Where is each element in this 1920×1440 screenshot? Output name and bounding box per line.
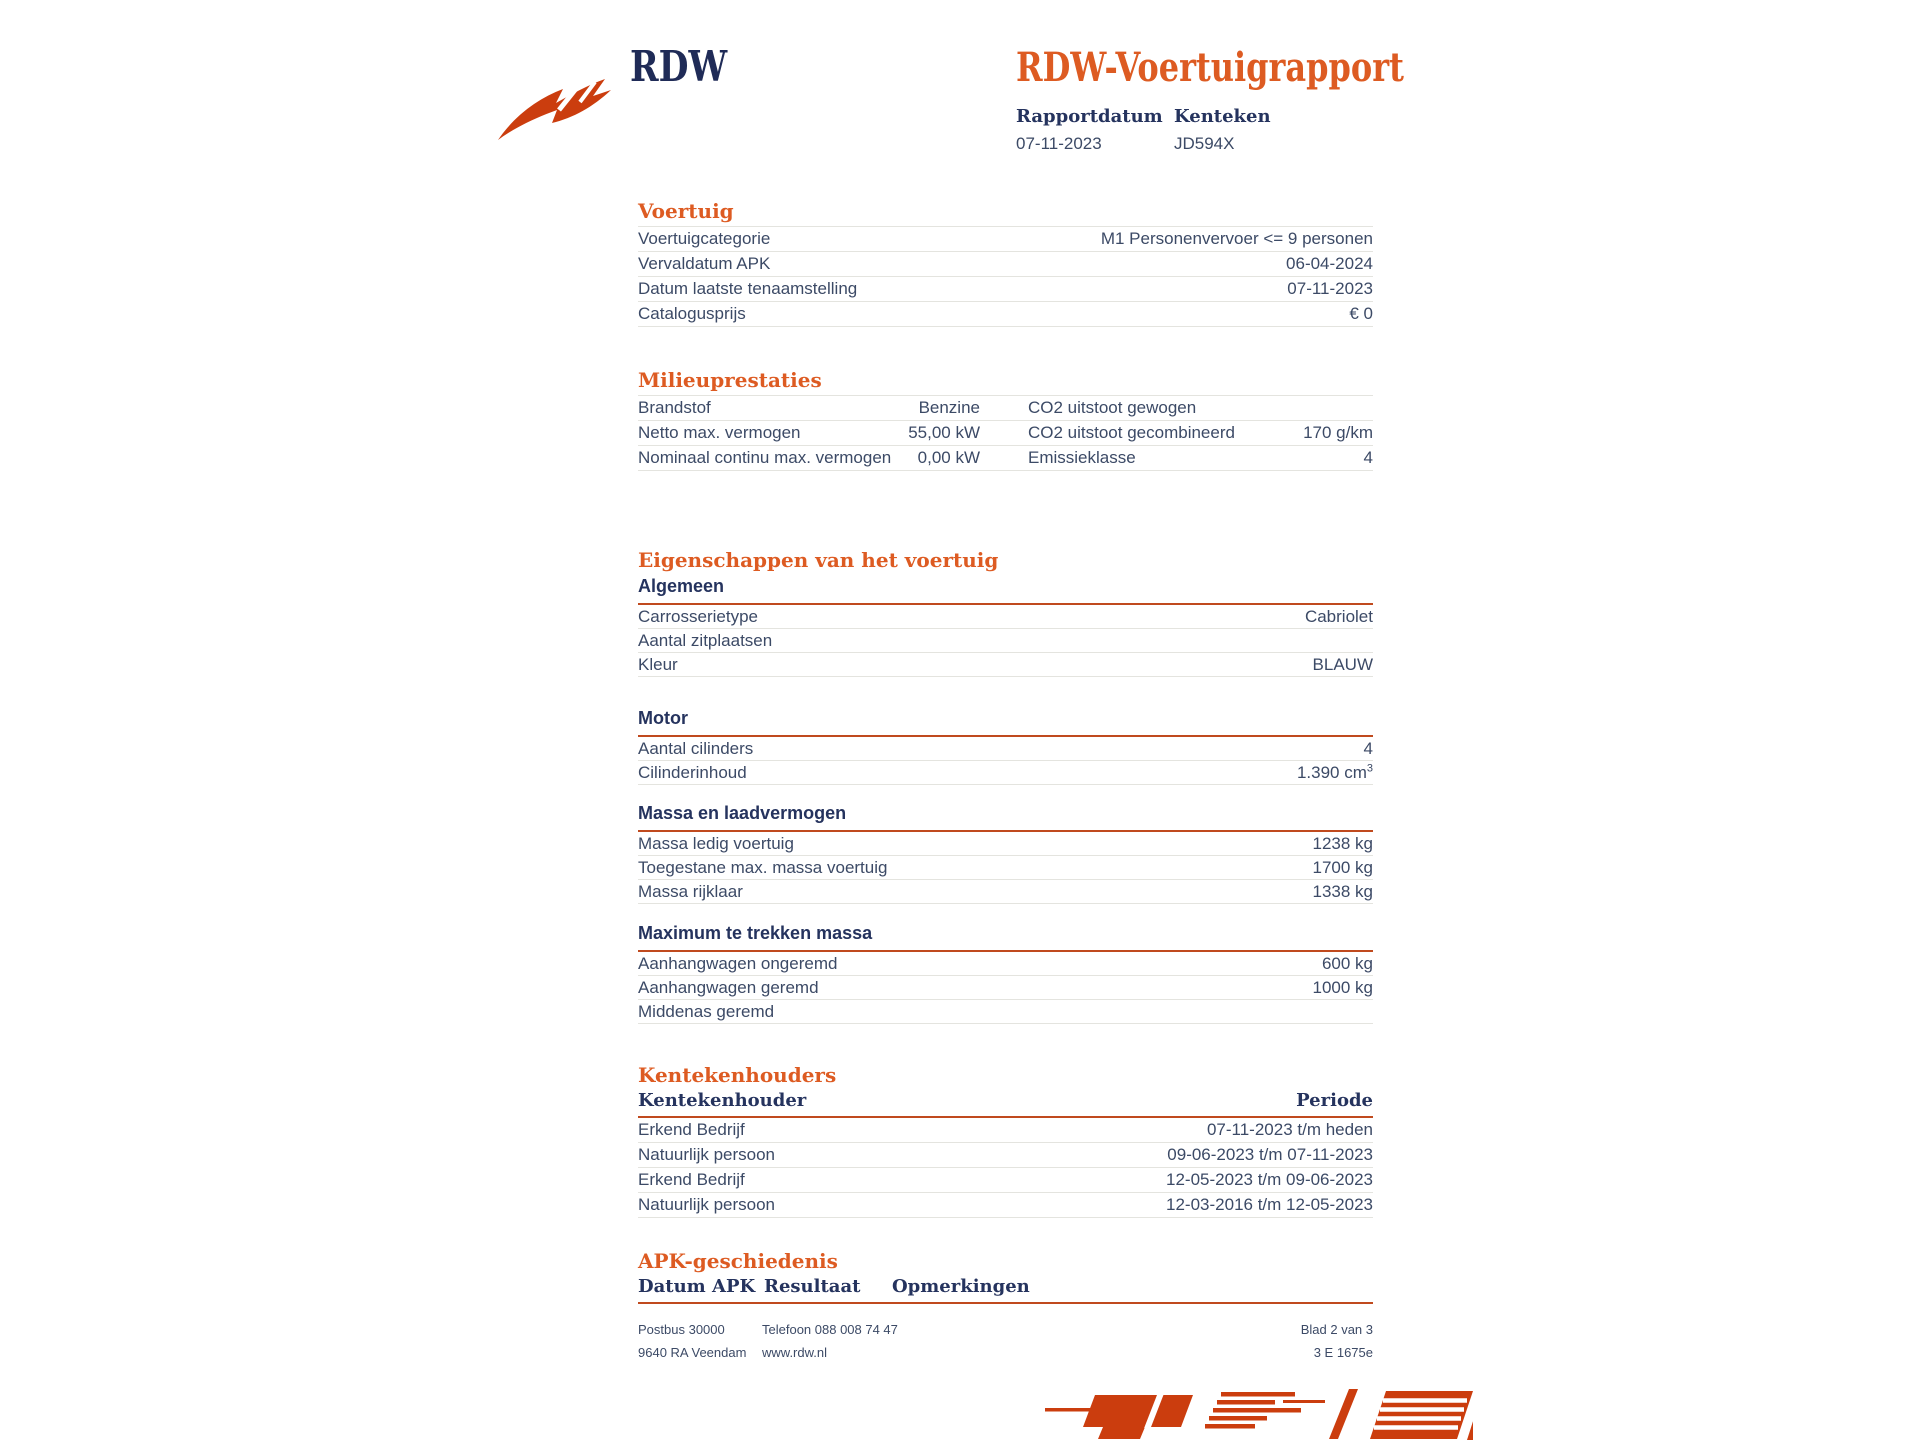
field-value: M1 Personenvervoer <= 9 personen [1100, 229, 1373, 248]
table-row [638, 761, 1373, 785]
table-row [638, 1000, 1373, 1024]
column-header-holder: Kentekenhouder [638, 1090, 807, 1111]
section-heading: Eigenschappen van het voertuig [638, 548, 999, 572]
field-value: 4 [1363, 738, 1373, 758]
table-row [638, 629, 1373, 653]
table-row [638, 1168, 1373, 1193]
field-label: Aantal zitplaatsen [638, 630, 773, 650]
voertuig-table [638, 226, 1373, 327]
speed-lines-graphic [1043, 1387, 1473, 1440]
rdw-logo-text: RDW [630, 42, 728, 91]
subsection-algemeen [638, 575, 1373, 677]
table-cell [1028, 398, 1373, 418]
field-label: Kleur [638, 654, 678, 674]
report-date-label: Rapportdatum [1016, 106, 1163, 127]
table-row [638, 302, 1373, 327]
footer-phone: Telefoon 088 008 74 47 [762, 1322, 898, 1337]
section-heading: APK-geschiedenis [638, 1249, 838, 1273]
table-row [638, 1193, 1373, 1218]
field-label: Vervaldatum APK [638, 254, 771, 273]
title-block [1016, 44, 1501, 91]
table-row [638, 446, 1373, 471]
field-label: Voertuigcategorie [638, 229, 771, 248]
subsection-motor [638, 707, 1373, 785]
field-label: Aanhangwagen ongeremd [638, 953, 838, 973]
page-footer [638, 1318, 1373, 1364]
license-plate-label: Kenteken [1174, 106, 1271, 127]
kentekenhouders-header [638, 1090, 1373, 1118]
field-value: 1000 kg [1312, 977, 1373, 997]
field-label: Carrosserietype [638, 606, 758, 626]
period-value: 07-11-2023 t/m heden [1206, 1120, 1373, 1139]
license-plate-value: JD594X [1174, 134, 1235, 153]
footer-page-indicator: Blad 2 van 3 [1300, 1322, 1373, 1337]
table-row [638, 832, 1373, 856]
field-label: Catalogusprijs [638, 304, 746, 323]
field-value: 07-11-2023 [1287, 279, 1373, 298]
footer-website: www.rdw.nl [762, 1345, 828, 1360]
report-date-value: 07-11-2023 [1016, 134, 1102, 153]
table-cell [638, 448, 980, 468]
table-row [638, 1143, 1373, 1168]
field-value: 1338 kg [1312, 881, 1373, 901]
table-cell [1028, 448, 1373, 468]
subsection-massa [638, 802, 1373, 904]
table-row [638, 952, 1373, 976]
section-eigenschappen [638, 549, 1373, 677]
holder-value: Natuurlijk persoon [638, 1195, 776, 1214]
algemeen-table [638, 605, 1373, 677]
column-header-period: Periode [1296, 1090, 1373, 1111]
section-kentekenhouders [638, 1064, 1373, 1218]
field-label: Middenas geremd [638, 1001, 775, 1021]
section-heading: Milieuprestaties [638, 368, 822, 392]
footer-address-line1: Postbus 30000 [638, 1322, 725, 1337]
field-value: 55,00 kW [908, 423, 980, 442]
section-milieuprestaties [638, 369, 1373, 471]
holder-value: Natuurlijk persoon [638, 1145, 776, 1164]
apk-header [638, 1276, 1373, 1304]
report-date-block [1016, 106, 1174, 154]
field-value: 06-04-2024 [1286, 254, 1373, 273]
superscript: 3 [1366, 761, 1373, 774]
period-value: 09-06-2023 t/m 07-11-2023 [1167, 1145, 1373, 1164]
column-header-datum-apk: Datum APK [638, 1276, 756, 1297]
field-label: Aanhangwagen geremd [638, 977, 819, 997]
subsection-heading: Motor [638, 707, 1373, 737]
section-heading: Voertuig [638, 199, 734, 223]
field-value: 1238 kg [1312, 833, 1373, 853]
field-label: Datum laatste tenaamstelling [638, 279, 858, 298]
field-label: Netto max. vermogen [638, 423, 801, 442]
field-label: Toegestane max. massa voertuig [638, 857, 888, 877]
table-row [638, 277, 1373, 302]
field-label: Nominaal continu max. vermogen [638, 448, 892, 467]
field-label: CO2 uitstoot gewogen [1028, 398, 1197, 417]
section-voertuig [638, 200, 1373, 327]
footer-row [638, 1318, 1373, 1341]
footer-address-line2: 9640 RA Veendam [638, 1345, 747, 1360]
field-label: Emissieklasse [1028, 448, 1136, 467]
motor-table [638, 737, 1373, 785]
holder-value: Erkend Bedrijf [638, 1120, 745, 1139]
table-row [638, 737, 1373, 761]
subsection-heading: Maximum te trekken massa [638, 922, 1373, 952]
subsection-trekken [638, 922, 1373, 1024]
table-row [638, 653, 1373, 677]
table-row [638, 976, 1373, 1000]
field-value: 1.390 $cm^3$ [1296, 761, 1373, 782]
field-label: Brandstof [638, 398, 711, 417]
table-row [638, 252, 1373, 277]
holder-value: Erkend Bedrijf [638, 1170, 745, 1189]
table-row [638, 605, 1373, 629]
field-value: € 0 [1349, 304, 1373, 323]
section-apk-geschiedenis [638, 1250, 1373, 1304]
page-title: RDW-Voertuigrapport [1016, 44, 1404, 91]
footer-doc-code: 3 E 1675e [1313, 1345, 1373, 1360]
subsection-heading: Massa en laadvermogen [638, 802, 1373, 832]
license-plate-block [1174, 106, 1271, 154]
field-label: Massa rijklaar [638, 881, 743, 901]
footer-row [638, 1341, 1373, 1364]
period-value: 12-05-2023 t/m 09-06-2023 [1166, 1170, 1373, 1189]
table-row [638, 396, 1373, 421]
field-label: Massa ledig voertuig [638, 833, 794, 853]
field-label: Aantal cilinders [638, 738, 754, 758]
subsection-heading: Algemeen [638, 575, 1373, 605]
table-cell [638, 423, 980, 443]
field-value: 0,00 kW [917, 448, 980, 467]
field-value: Cabriolet [1304, 606, 1373, 626]
kentekenhouders-table [638, 1118, 1373, 1218]
table-cell [1028, 423, 1373, 443]
field-value: 4 [1363, 448, 1373, 467]
section-heading: Kentekenhouders [638, 1063, 837, 1087]
table-row [638, 227, 1373, 252]
table-cell [638, 398, 980, 418]
field-value: 170 g/km [1303, 423, 1373, 442]
table-row [638, 421, 1373, 446]
table-row [638, 1118, 1373, 1143]
report-meta [1016, 106, 1271, 154]
field-value: 600 kg [1321, 953, 1373, 973]
massa-table [638, 832, 1373, 904]
rdw-wing-icon [495, 56, 613, 142]
milieu-table [638, 395, 1373, 471]
column-header-opmerkingen: Opmerkingen [892, 1276, 1030, 1297]
column-header-resultaat: Resultaat [764, 1276, 861, 1297]
table-row [638, 880, 1373, 904]
field-value: 1700 kg [1312, 857, 1373, 877]
field-label: Cilinderinhoud [638, 762, 747, 782]
period-value: 12-03-2016 t/m 12-05-2023 [1166, 1195, 1373, 1214]
field-label: CO2 uitstoot gecombineerd [1028, 423, 1235, 442]
field-value: Benzine [918, 398, 980, 417]
table-row [638, 856, 1373, 880]
trekken-table [638, 952, 1373, 1024]
field-value: BLAUW [1312, 654, 1373, 674]
